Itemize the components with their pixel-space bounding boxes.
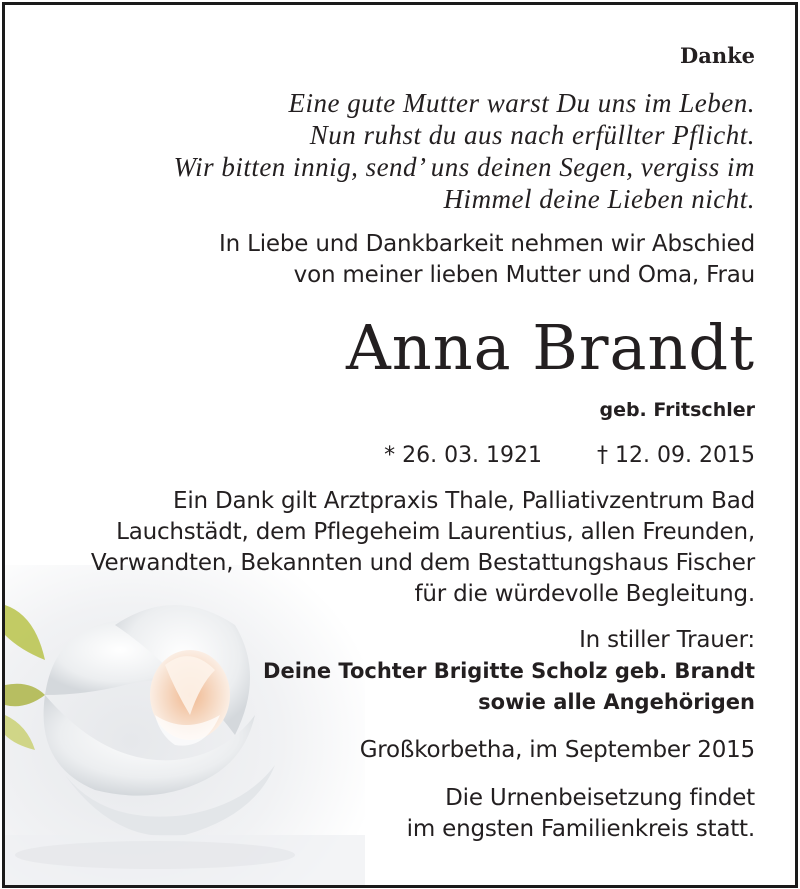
obituary-frame (2, 2, 798, 888)
death-date: † 12. 09. 2015 (597, 443, 755, 468)
poem-line: Wir bitten innig, send’ uns deinen Segen, vergiss im (173, 152, 755, 182)
birth-date: * 26. 03. 1921 (384, 443, 543, 468)
poem-line: Himmel deine Lieben nicht. (443, 184, 755, 214)
thanks-line: Verwandten, Bekannten und dem Bestattungshaus Fischer (90, 550, 755, 576)
mourners-relatives: sowie alle Angehörigen (478, 690, 755, 714)
life-dates (384, 445, 755, 467)
heading-thanks: Danke (680, 43, 755, 68)
maiden-name: geb. Fritschler (599, 399, 755, 421)
white-rose-image (5, 565, 365, 885)
burial-note-line: im engsten Familienkreis statt. (406, 816, 755, 842)
intro-line: von meiner lieben Mutter und Oma, Frau (293, 262, 755, 288)
mourners-daughter: Deine Tochter Brigitte Scholz geb. Brandt (263, 659, 755, 683)
mourners-label: In stiller Trauer: (579, 627, 755, 653)
thanks-line: Ein Dank gilt Arztpraxis Thale, Palliativzentrum Bad (173, 488, 755, 514)
place-date: Großkorbetha, im September 2015 (359, 737, 755, 763)
poem-line: Nun ruhst du aus nach erfüllter Pflicht. (309, 120, 755, 150)
thanks-line: für die würdevolle Begleitung. (414, 581, 755, 607)
thanks-line: Lauchstädt, dem Pflegeheim Laurentius, allen Freunden, (116, 519, 755, 545)
deceased-name: Anna Brandt (345, 311, 755, 384)
intro-line: In Liebe und Dankbarkeit nehmen wir Abschied (219, 231, 755, 257)
poem-line: Eine gute Mutter warst Du uns im Leben. (288, 88, 755, 118)
burial-note-line: Die Urnenbeisetzung findet (445, 785, 755, 811)
